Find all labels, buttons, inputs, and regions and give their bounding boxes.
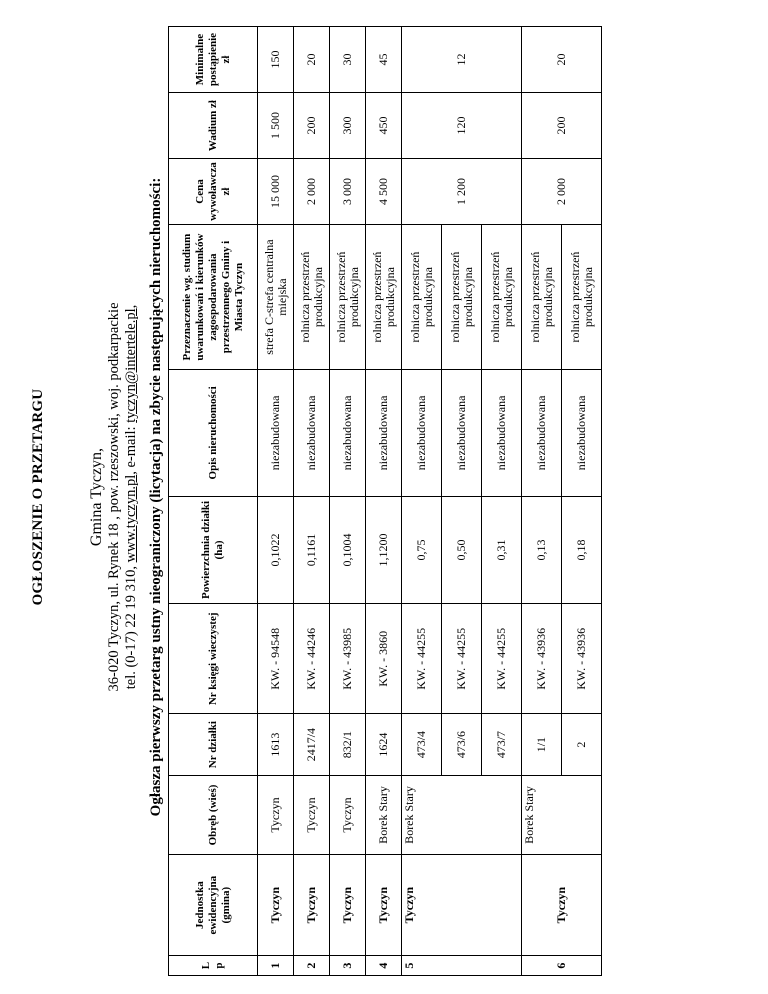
cell-przeznaczenie: rolnicza przestrzeń produkcyjna (294, 225, 330, 370)
cell-opis: niezabudowana (442, 370, 482, 496)
header-cena: Cena wywoławcza zł (169, 159, 258, 225)
cell-postapienie: 150 (258, 27, 294, 93)
website-link[interactable]: www.tyczyn.pl (123, 474, 139, 563)
cell-dzialka: 2417/4 (294, 714, 330, 776)
cell-jednostka: Tyczyn (330, 855, 366, 956)
cell-jednostka: Tyczyn (258, 855, 294, 956)
cell-powierzchnia: 0,50 (442, 496, 482, 604)
cell-obreb: Tyczyn (330, 775, 366, 854)
cell-cena: 3 000 (330, 159, 366, 225)
cell-lp: 5 (402, 956, 522, 976)
table-row (294, 27, 330, 976)
table-row (330, 27, 366, 976)
cell-cena: 2 000 (522, 159, 602, 225)
cell-przeznaczenie: rolnicza przestrzeń produkcyjna (522, 225, 562, 370)
cell-jednostka: Tyczyn (366, 855, 402, 956)
cell-cena: 4 500 (366, 159, 402, 225)
cell-obreb: Borek Stary (366, 775, 402, 854)
header-powierzchnia: Powierzchnia działki (ha) (169, 496, 258, 604)
cell-ksiega: KW. - 44255 (482, 604, 522, 714)
cell-wadium: 200 (522, 93, 602, 159)
cell-ksiega: KW. - 94548 (258, 604, 294, 714)
cell-dzialka: 1613 (258, 714, 294, 776)
table-row (366, 27, 402, 976)
cell-dzialka: 1/1 (522, 714, 562, 776)
cell-opis: niezabudowana (482, 370, 522, 496)
cell-powierzchnia: 1,1200 (366, 496, 402, 604)
cell-postapienie: 20 (294, 27, 330, 93)
cell-powierzchnia: 0,1161 (294, 496, 330, 604)
contact-end: , (123, 304, 139, 309)
cell-ksiega: KW. - 43985 (330, 604, 366, 714)
cell-przeznaczenie: rolnicza przestrzeń produkcyjna (562, 225, 602, 370)
property-table (168, 26, 602, 976)
table-row (258, 27, 294, 976)
cell-opis: niezabudowana (562, 370, 602, 496)
cell-lp: 4 (366, 956, 402, 976)
cell-lp: 1 (258, 956, 294, 976)
cell-jednostka: Tyczyn (294, 855, 330, 956)
cell-postapienie: 20 (522, 27, 602, 93)
cell-powierzchnia: 0,1022 (258, 496, 294, 604)
cell-dzialka: 473/4 (402, 714, 442, 776)
cell-przeznaczenie: strefa C-strefa centralna miejska (258, 225, 294, 370)
cell-cena: 15 000 (258, 159, 294, 225)
cell-obreb: Borek Stary (402, 775, 522, 854)
cell-opis: niezabudowana (258, 370, 294, 496)
cell-lp: 3 (330, 956, 366, 976)
cell-obreb: Tyczyn (258, 775, 294, 854)
cell-przeznaczenie: rolnicza przestrzeń produkcyjna (482, 225, 522, 370)
cell-powierzchnia: 0,1004 (330, 496, 366, 604)
header-obreb: Obręb (wieś) (169, 775, 258, 854)
table-row (402, 27, 442, 976)
email-label: , e-mail: (123, 422, 139, 475)
cell-ksiega: KW. - 43936 (562, 604, 602, 714)
cell-powierzchnia: 0,75 (402, 496, 442, 604)
cell-dzialka: 1624 (366, 714, 402, 776)
cell-przeznaczenie: rolnicza przestrzeń produkcyjna (442, 225, 482, 370)
cell-ksiega: KW. - 3860 (366, 604, 402, 714)
cell-postapienie: 45 (366, 27, 402, 93)
header-lp: L p (169, 956, 258, 976)
cell-ksiega: KW. - 44246 (294, 604, 330, 714)
cell-postapienie: 12 (402, 27, 522, 93)
cell-opis: niezabudowana (402, 370, 442, 496)
cell-dzialka: 2 (562, 714, 602, 776)
cell-wadium: 200 (294, 93, 330, 159)
cell-opis: niezabudowana (294, 370, 330, 496)
cell-wadium: 1 500 (258, 93, 294, 159)
header-nr-dzialki: Nr działki (169, 714, 258, 776)
cell-powierzchnia: 0,13 (522, 496, 562, 604)
cell-ksiega: KW. - 44255 (442, 604, 482, 714)
cell-przeznaczenie: rolnicza przestrzeń produkcyjna (366, 225, 402, 370)
cell-postapienie: 30 (330, 27, 366, 93)
cell-lp: 2 (294, 956, 330, 976)
cell-dzialka: 832/1 (330, 714, 366, 776)
cell-lp: 6 (522, 956, 602, 976)
cell-cena: 2 000 (294, 159, 330, 225)
cell-powierzchnia: 0,18 (562, 496, 602, 604)
email-user[interactable]: tyczyn (123, 384, 139, 423)
cell-opis: niezabudowana (330, 370, 366, 496)
header-wadium: Wadium zł (169, 93, 258, 159)
cell-przeznaczenie: rolnicza przestrzeń produkcyjna (402, 225, 442, 370)
cell-dzialka: 473/7 (482, 714, 522, 776)
cell-ksiega: KW. - 43936 (522, 604, 562, 714)
cell-wadium: 450 (366, 93, 402, 159)
cell-powierzchnia: 0,31 (482, 496, 522, 604)
cell-ksiega: KW. - 44255 (402, 604, 442, 714)
header-nr-ksiegi: Nr księgi wieczystej (169, 604, 258, 714)
header-przeznaczenie: Przeznaczenie wg. studium uwarunkowań i kierunków zagospodarowania przestrzennego Gminy i Miasta Tyczyn (169, 225, 258, 370)
header-postapienie: Minimalne postąpienie zł (169, 27, 258, 93)
cell-opis: niezabudowana (522, 370, 562, 496)
email-domain[interactable]: @intertele.pl (123, 308, 139, 385)
cell-przeznaczenie: rolnicza przestrzeń produkcyjna (330, 225, 366, 370)
cell-obreb: Borek Stary (522, 775, 602, 854)
cell-dzialka: 473/6 (442, 714, 482, 776)
document-title: OGŁOSZENIE O PRZETARGU (30, 388, 46, 606)
cell-wadium: 300 (330, 93, 366, 159)
table-row (522, 27, 562, 976)
cell-obreb: Tyczyn (294, 775, 330, 854)
cell-jednostka: Tyczyn (402, 855, 522, 956)
header-jednostka: Jednostka ewidencyjna (gmina) (169, 855, 258, 956)
organization-address: 36-020 Tyczyn, ul. Rynek 18 , pow. rzeszowski, woj. podkarpackie (106, 302, 122, 692)
cell-jednostka: Tyczyn (522, 855, 602, 956)
phone-text: tel. (0-17) 22 19 310, (123, 562, 139, 690)
cell-opis: niezabudowana (366, 370, 402, 496)
cell-cena: 1 200 (402, 159, 522, 225)
announcement-lead: Ogłasza pierwszy przetarg ustny nieograniczony (licytacja) na zbycie następujących nieruchomości: (148, 177, 164, 817)
header-opis: Opis nieruchomości (169, 370, 258, 496)
organization-name: Gmina Tyczyn, (88, 447, 105, 547)
organization-contact (122, 0, 140, 994)
cell-wadium: 120 (402, 93, 522, 159)
